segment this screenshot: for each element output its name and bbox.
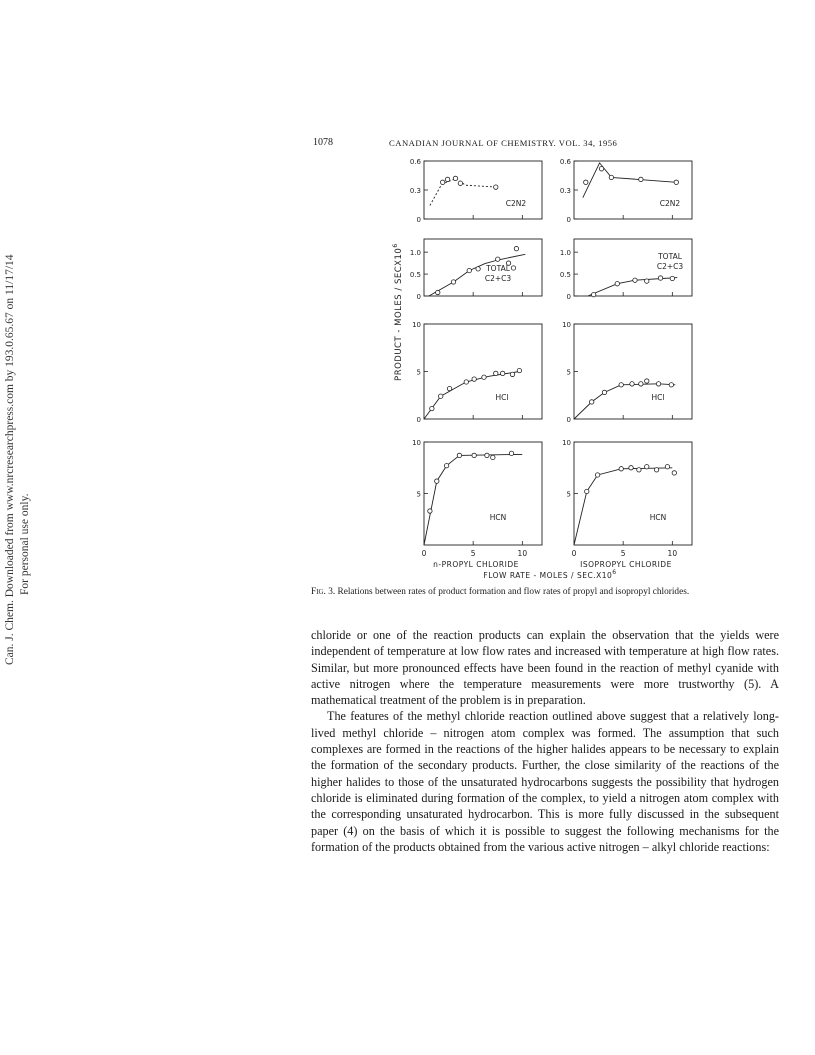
data-point xyxy=(602,390,606,394)
data-point xyxy=(645,465,649,469)
data-point xyxy=(430,406,434,410)
y-tick-label: 0.5 xyxy=(409,271,421,280)
data-point xyxy=(428,509,432,513)
y-tick-label: 0 xyxy=(416,416,421,424)
data-point xyxy=(472,453,476,457)
panel-label: TOTAL xyxy=(486,264,510,273)
x-tick-label: 5 xyxy=(620,549,626,558)
data-point xyxy=(453,176,457,180)
y-axis-label: PRODUCT - MOLES / $SECX10^6$ xyxy=(391,243,404,381)
panel-hcl-isopropyl xyxy=(562,321,692,424)
data-point xyxy=(645,279,649,283)
figure-3 xyxy=(370,152,730,584)
data-point xyxy=(595,473,599,477)
y-tick-label: 0.3 xyxy=(409,187,421,195)
data-point xyxy=(458,181,462,185)
panel-label: HCN xyxy=(489,513,507,522)
data-point xyxy=(467,268,471,272)
y-tick-label: 0 xyxy=(566,416,571,424)
data-point xyxy=(464,380,468,384)
data-point xyxy=(639,382,643,386)
caption-label: Fig. 3. xyxy=(311,587,336,597)
y-tick-label: 0 xyxy=(416,293,421,301)
download-notice: Can. J. Chem. Downloaded from www.nrcresearchpress.com by 193.0.65.67 on 11/17/14 xyxy=(4,254,16,665)
data-point xyxy=(447,386,451,390)
data-point xyxy=(619,383,623,387)
data-point xyxy=(436,290,440,294)
data-point xyxy=(585,489,589,493)
data-point xyxy=(457,453,461,457)
y-tick-label: 0.6 xyxy=(409,158,421,166)
y-tick-label: 0.6 xyxy=(559,158,571,166)
data-point xyxy=(637,468,641,472)
caption-text: Relations between rates of product formation and flow rates of propyl and isopropyl chlorides. xyxy=(337,587,690,597)
data-point xyxy=(658,276,662,280)
y-tick-label: 0.3 xyxy=(559,187,571,195)
data-point xyxy=(510,372,514,376)
y-tick-label: 0 xyxy=(566,293,571,301)
data-point xyxy=(633,278,637,282)
panel-frame xyxy=(574,324,692,419)
data-point xyxy=(599,167,603,171)
panel-frame xyxy=(424,324,542,419)
series-curve xyxy=(583,163,677,198)
data-point xyxy=(439,394,443,398)
y-tick-label: 0 xyxy=(566,216,571,224)
download-watermark xyxy=(2,245,42,665)
data-point xyxy=(472,377,476,381)
data-point xyxy=(645,379,649,383)
body-text xyxy=(311,627,779,855)
data-point xyxy=(440,180,444,184)
data-point xyxy=(500,371,504,375)
panel-label: HCl xyxy=(495,393,509,402)
data-point xyxy=(609,175,613,179)
data-point xyxy=(511,266,515,270)
data-point xyxy=(517,368,521,372)
data-point xyxy=(591,292,595,296)
y-tick-label: 10 xyxy=(562,321,571,329)
right-column-label: ISOPROPYL CHLORIDE xyxy=(580,560,672,569)
y-tick-label: 1.0 xyxy=(559,249,571,258)
journal-title: CANADIAN JOURNAL OF CHEMISTRY. VOL. 34, 1956 xyxy=(389,138,618,148)
data-point xyxy=(672,471,676,475)
data-point xyxy=(639,177,643,181)
panel-label: C2N2 xyxy=(505,199,527,208)
panel-frame xyxy=(574,161,692,219)
data-point xyxy=(494,185,498,189)
paragraph-1: chloride or one of the reaction products can explain the observation that the yields were independent of temperature at low flow rates and increased with temperature at high flow rates. Similar, but more pronounced effects have been found in the reaction of methyl cyanide with active nitrogen where the temperature measurements were more trustworthy (5). A mathematical treatment of the problem is in preparation. xyxy=(311,628,779,708)
y-tick-label: 0 xyxy=(416,216,421,224)
page-number: 1078 xyxy=(313,137,333,148)
y-tick-label: 5 xyxy=(566,490,571,499)
y-tick-label: 1.0 xyxy=(409,249,421,258)
panel-total-c2-c3-isopropyl xyxy=(560,239,692,301)
personal-use-notice: For personal use only. xyxy=(19,493,31,595)
data-point xyxy=(654,468,658,472)
panel-frame xyxy=(424,442,542,545)
series-curve xyxy=(424,454,522,545)
x-tick-label: 0 xyxy=(571,549,577,558)
panel-label: C2N2 xyxy=(659,199,681,208)
panel-hcn-n-propyl xyxy=(412,439,542,558)
data-point xyxy=(476,267,480,271)
y-tick-label: 5 xyxy=(416,490,421,499)
y-tick-label: 10 xyxy=(412,439,421,447)
y-tick-label: 10 xyxy=(412,321,421,329)
data-point xyxy=(445,177,449,181)
paragraph-2: The features of the methyl chloride reaction outlined above suggest that a relatively long-lived methyl chloride – nitrogen atom complex was formed. The assumption that such complexes are formed in the reactions of the higher halides appears to be necessary to explain the formation of the secondary products. Further, the close similarity of the reactions of the higher halides to those of the unsaturated hydrocarbons suggests the possibility that hydrogen chloride is eliminated during formation of the complex, to yield a nitrogen atom complex with the corresponding unsaturated hydrocarbon. This is more fully discussed in the subsequent paper (4) on the basis of which it is possible to suggest the following mechanisms for the formation of the products obtained from the various active nitrogen – alkyl chloride reactions: xyxy=(311,709,779,854)
data-point xyxy=(630,382,634,386)
data-point xyxy=(629,466,633,470)
data-point xyxy=(494,371,498,375)
panel-label: C2+C3 xyxy=(484,274,512,283)
data-point xyxy=(619,467,623,471)
panel-hcn-isopropyl xyxy=(562,439,692,558)
figure-panels xyxy=(410,158,692,558)
panel-frame xyxy=(574,442,692,545)
data-point xyxy=(665,465,669,469)
panel-c2n2-n-propyl xyxy=(410,158,542,224)
y-tick-label: 0.5 xyxy=(559,271,571,280)
panel-label: TOTAL xyxy=(658,252,682,261)
panel-label: HCN xyxy=(649,513,667,522)
series-curve xyxy=(574,468,672,545)
panel-total-c2-c3-n-propyl xyxy=(410,239,542,301)
left-column-label: n-PROPYL CHLORIDE xyxy=(433,560,519,569)
figure-caption xyxy=(311,587,781,599)
data-point xyxy=(514,246,518,250)
data-point xyxy=(590,400,594,404)
data-point xyxy=(584,180,588,184)
panel-hcl-n-propyl xyxy=(412,321,542,424)
y-tick-label: 10 xyxy=(562,439,571,447)
panel-label: C2+C3 xyxy=(656,262,684,271)
data-point xyxy=(444,463,448,467)
data-point xyxy=(485,453,489,457)
data-point xyxy=(491,455,495,459)
data-point xyxy=(669,383,673,387)
panel-frame xyxy=(424,161,542,219)
y-tick-label: 5 xyxy=(566,368,571,377)
panel-c2n2-isopropyl xyxy=(560,158,692,224)
data-point xyxy=(674,180,678,184)
panel-label: HCl xyxy=(651,393,665,402)
data-point xyxy=(496,257,500,261)
data-point xyxy=(451,280,455,284)
data-point xyxy=(509,451,513,455)
data-point xyxy=(615,282,619,286)
data-point xyxy=(656,382,660,386)
data-point xyxy=(670,276,674,280)
x-tick-label: 5 xyxy=(470,549,476,558)
x-tick-label: 10 xyxy=(667,549,678,558)
x-tick-label: 10 xyxy=(517,549,528,558)
data-point xyxy=(435,479,439,483)
x-axis-label: FLOW RATE - MOLES / $SEC.X10^6$ xyxy=(483,569,617,580)
y-tick-label: 5 xyxy=(416,368,421,377)
data-point xyxy=(482,375,486,379)
x-tick-label: 0 xyxy=(421,549,427,558)
panel-frame xyxy=(424,239,542,296)
